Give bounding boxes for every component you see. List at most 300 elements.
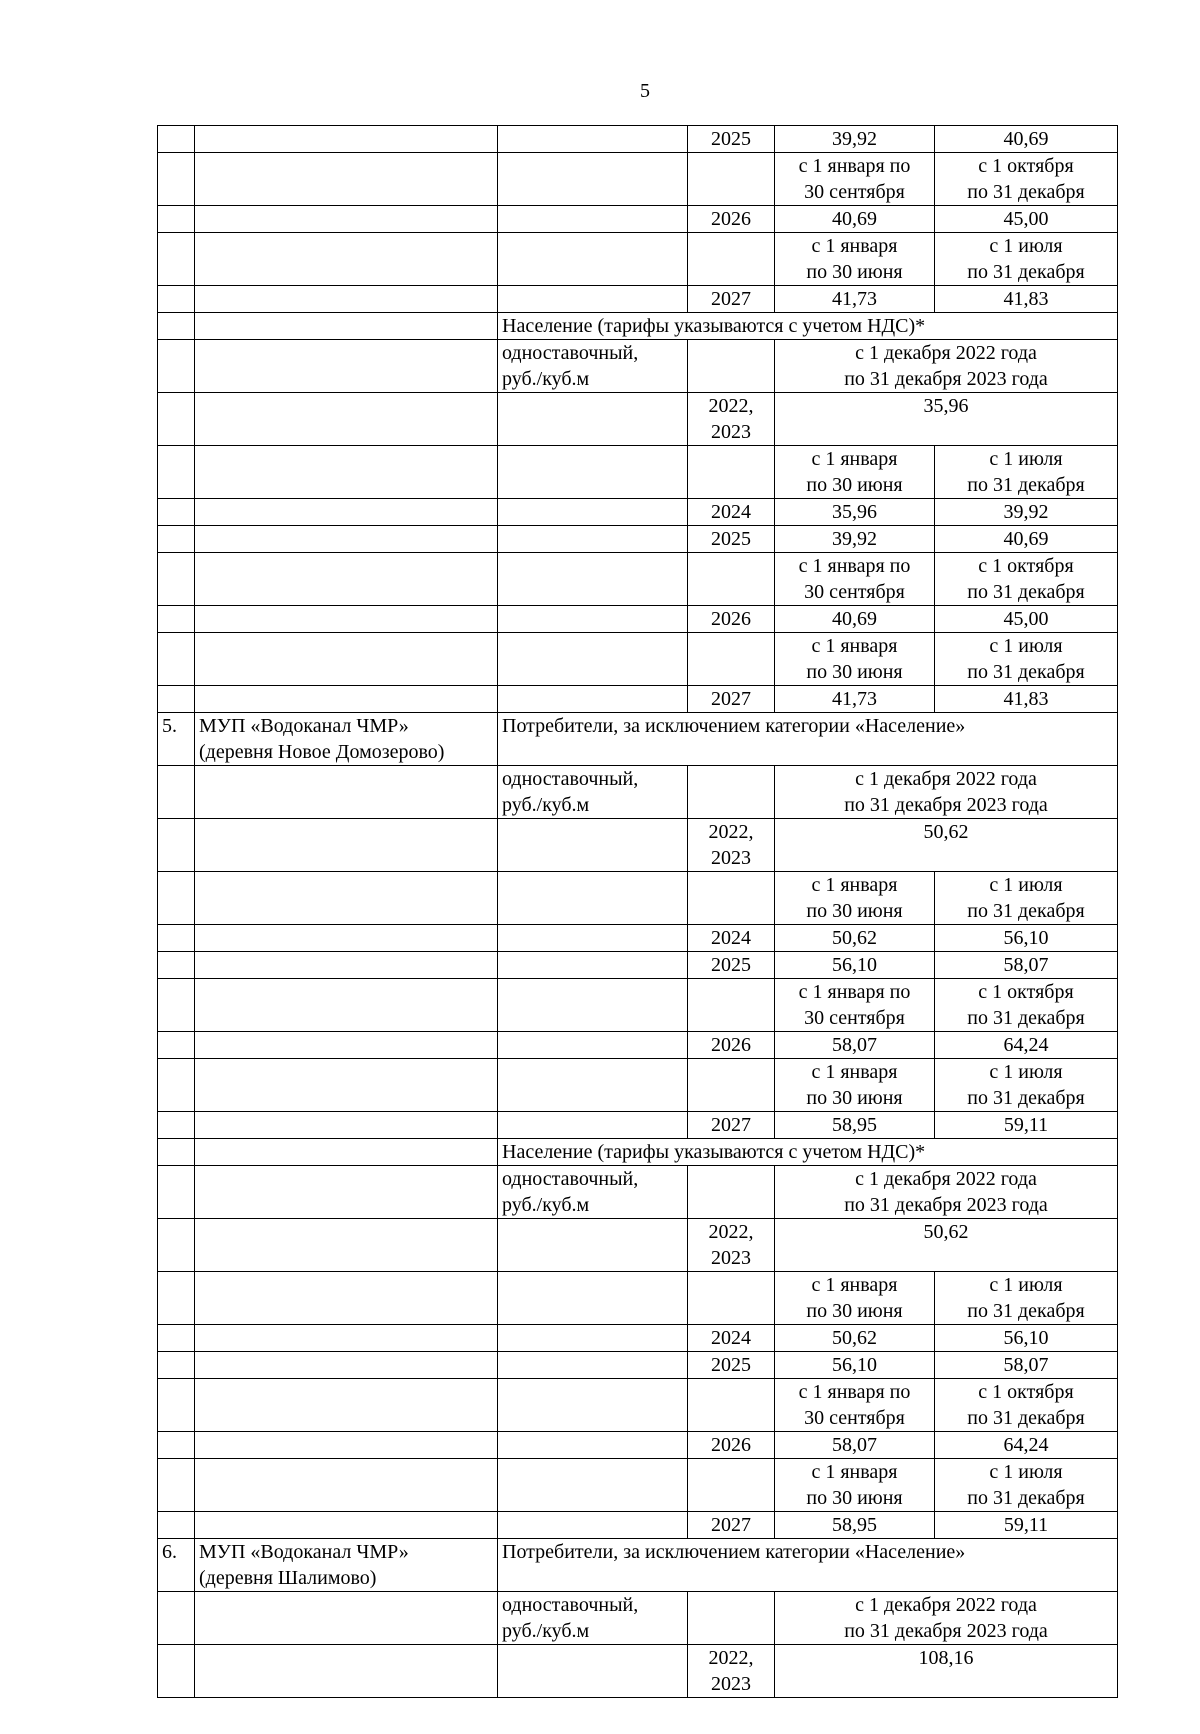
org-cell-cont: [195, 766, 498, 819]
table-row: [158, 1459, 1118, 1512]
year-cell-empty: [688, 633, 775, 686]
period-header-line: по 31 декабря: [967, 661, 1085, 683]
rate-label: [498, 1352, 688, 1379]
period-header: [775, 872, 935, 925]
rate-label: [498, 1032, 688, 1059]
tariff-table: [157, 125, 1118, 1698]
period-header-line: с 1 октября: [978, 555, 1074, 577]
price-cell: 41,83: [935, 286, 1118, 313]
num-cell-cont: [158, 526, 195, 553]
period-header: [935, 233, 1118, 286]
price-cell: 39,92: [935, 499, 1118, 526]
year-cell-empty: [688, 979, 775, 1032]
year-cell-line: 2023: [711, 847, 751, 869]
year-cell: 2026: [688, 206, 775, 233]
price-cell: 40,69: [775, 206, 935, 233]
price-cell: 108,16: [775, 1645, 1118, 1698]
year-cell: 2026: [688, 606, 775, 633]
year-cell: [688, 1219, 775, 1272]
num-cell-cont: [158, 1592, 195, 1645]
rate-label: [498, 446, 688, 499]
page-number: 5: [640, 80, 650, 102]
period-header-line: по 31 декабря 2023 года: [844, 1194, 1048, 1216]
num-cell-cont: [158, 925, 195, 952]
price-cell: 50,62: [775, 819, 1118, 872]
period-header-line: с 1 июля: [989, 1061, 1063, 1083]
org-cell-cont: [195, 979, 498, 1032]
table-row: [158, 952, 1118, 979]
period-header-line: по 31 декабря 2023 года: [844, 368, 1048, 390]
period-header-line: по 31 декабря: [967, 1407, 1085, 1429]
period-header-line: по 31 декабря: [967, 1087, 1085, 1109]
org-cell-cont: [195, 126, 498, 153]
price-cell: 50,62: [775, 925, 935, 952]
year-cell-line: 2023: [711, 421, 751, 443]
table-row: [158, 1112, 1118, 1139]
rate-label-line: руб./куб.м: [502, 1620, 590, 1642]
org-cell-cont: [195, 1459, 498, 1512]
num-cell-cont: [158, 499, 195, 526]
period-header-line: по 31 декабря: [967, 581, 1085, 603]
period-header: [935, 1059, 1118, 1112]
price-cell: 50,62: [775, 1325, 935, 1352]
price-cell: 35,96: [775, 393, 1118, 446]
table-row: [158, 1166, 1118, 1219]
organization-name-line: (деревня Шалимово): [199, 1567, 377, 1589]
table-row: [158, 766, 1118, 819]
period-header: [935, 1459, 1118, 1512]
num-cell-cont: [158, 1166, 195, 1219]
org-cell-cont: [195, 1112, 498, 1139]
org-cell-cont: [195, 526, 498, 553]
year-cell-empty: [688, 153, 775, 206]
year-cell: 2025: [688, 126, 775, 153]
table-row: [158, 1219, 1118, 1272]
organization-name: [195, 713, 498, 766]
period-header-line: с 1 декабря 2022 года: [855, 1168, 1037, 1190]
price-cell: 41,73: [775, 286, 935, 313]
num-cell-cont: [158, 1432, 195, 1459]
period-header-line: с 1 января: [811, 874, 898, 896]
rate-label: [498, 686, 688, 713]
period-header: [775, 1272, 935, 1325]
num-cell-cont: [158, 979, 195, 1032]
period-header-line: по 31 декабря: [967, 261, 1085, 283]
table-row: [158, 446, 1118, 499]
year-cell: [688, 1645, 775, 1698]
table-row: [158, 1352, 1118, 1379]
section-header: Потребители, за исключением категории «Население»: [498, 1539, 1118, 1592]
year-cell-line: 2022,: [708, 1221, 754, 1243]
year-cell-line: 2022,: [708, 1647, 754, 1669]
period-header-line: по 31 декабря 2023 года: [844, 794, 1048, 816]
rate-label: [498, 340, 688, 393]
org-cell-cont: [195, 819, 498, 872]
year-cell-empty: [688, 340, 775, 393]
section-header: Население (тарифы указываются с учетом НДС)*: [498, 1139, 1118, 1166]
rate-label: [498, 1459, 688, 1512]
rate-label-line: руб./куб.м: [502, 1194, 590, 1216]
num-cell-cont: [158, 313, 195, 340]
period-header-line: с 1 июля: [989, 448, 1063, 470]
org-cell-cont: [195, 1432, 498, 1459]
year-cell-line: 2023: [711, 1673, 751, 1695]
period-header-line: по 30 июня: [806, 661, 903, 683]
period-header-line: 30 сентября: [804, 581, 905, 603]
table-row: [158, 633, 1118, 686]
org-cell-cont: [195, 1592, 498, 1645]
price-cell: 58,07: [775, 1432, 935, 1459]
period-header: [775, 633, 935, 686]
label-cell-cont: [498, 286, 688, 313]
num-cell-cont: [158, 633, 195, 686]
year-cell-empty: [688, 233, 775, 286]
period-header-line: 30 сентября: [804, 1007, 905, 1029]
year-cell: 2027: [688, 686, 775, 713]
num-cell-cont: [158, 1112, 195, 1139]
table-row: [158, 126, 1118, 153]
period-header-line: по 30 июня: [806, 261, 903, 283]
table-row: [158, 1379, 1118, 1432]
period-header-line: по 31 декабря: [967, 900, 1085, 922]
period-header: [775, 153, 935, 206]
section-header: Население (тарифы указываются с учетом НДС)*: [498, 313, 1118, 340]
price-cell: 58,95: [775, 1512, 935, 1539]
period-header-line: с 1 октября: [978, 981, 1074, 1003]
rate-label: [498, 1272, 688, 1325]
year-cell-empty: [688, 1379, 775, 1432]
period-header-line: по 30 июня: [806, 474, 903, 496]
num-cell-cont: [158, 1379, 195, 1432]
period-header-line: с 1 января: [811, 448, 898, 470]
table-row: [158, 1325, 1118, 1352]
section-header: Потребители, за исключением категории «Население»: [498, 713, 1118, 766]
period-header: [935, 446, 1118, 499]
year-cell-empty: [688, 872, 775, 925]
org-cell-cont: [195, 633, 498, 686]
price-cell: 50,62: [775, 1219, 1118, 1272]
period-header-line: с 1 января: [811, 635, 898, 657]
org-cell-cont: [195, 1512, 498, 1539]
price-cell: 58,95: [775, 1112, 935, 1139]
num-cell-cont: [158, 286, 195, 313]
num-cell-cont: [158, 1352, 195, 1379]
year-cell: 2024: [688, 925, 775, 952]
year-cell: 2027: [688, 1512, 775, 1539]
period-header-line: по 30 июня: [806, 1300, 903, 1322]
period-header: [935, 1272, 1118, 1325]
table-row: [158, 1272, 1118, 1325]
num-cell-cont: [158, 952, 195, 979]
period-header-line: по 31 декабря 2023 года: [844, 1620, 1048, 1642]
num-cell-cont: [158, 1512, 195, 1539]
rate-label: [498, 633, 688, 686]
label-cell-cont: [498, 126, 688, 153]
year-cell-empty: [688, 446, 775, 499]
price-cell: 39,92: [775, 126, 935, 153]
label-cell-cont: [498, 233, 688, 286]
table-row: [158, 1139, 1118, 1166]
rate-label: [498, 872, 688, 925]
rate-label: [498, 1645, 688, 1698]
price-cell: 64,24: [935, 1032, 1118, 1059]
rate-label-line: руб./куб.м: [502, 368, 590, 390]
num-cell-cont: [158, 1459, 195, 1512]
period-header-line: с 1 июля: [989, 1274, 1063, 1296]
price-cell: 40,69: [935, 126, 1118, 153]
period-header-line: с 1 января по: [798, 155, 911, 177]
rate-label: [498, 925, 688, 952]
period-header: [775, 1592, 1118, 1645]
year-cell-empty: [688, 1592, 775, 1645]
table-row: [158, 340, 1118, 393]
period-header: [775, 340, 1118, 393]
price-cell: 45,00: [935, 206, 1118, 233]
org-cell-cont: [195, 1379, 498, 1432]
org-cell-cont: [195, 1325, 498, 1352]
table-row: [158, 606, 1118, 633]
num-cell-cont: [158, 446, 195, 499]
period-header: [935, 153, 1118, 206]
year-cell-empty: [688, 1272, 775, 1325]
year-cell: 2026: [688, 1032, 775, 1059]
org-cell-cont: [195, 153, 498, 206]
org-cell-cont: [195, 313, 498, 340]
period-header-line: с 1 января: [811, 1461, 898, 1483]
price-cell: 59,11: [935, 1512, 1118, 1539]
organization-name: [195, 1539, 498, 1592]
year-cell-empty: [688, 1166, 775, 1219]
period-header-line: с 1 декабря 2022 года: [855, 1594, 1037, 1616]
table-row: [158, 233, 1118, 286]
year-cell-line: 2022,: [708, 821, 754, 843]
price-cell: 58,07: [935, 1352, 1118, 1379]
rate-label: [498, 1592, 688, 1645]
table-row: [158, 1512, 1118, 1539]
num-cell-cont: [158, 819, 195, 872]
rate-label: [498, 499, 688, 526]
org-cell-cont: [195, 446, 498, 499]
year-cell: 2025: [688, 952, 775, 979]
period-header: [775, 1379, 935, 1432]
rate-label: [498, 1325, 688, 1352]
price-cell: 58,07: [775, 1032, 935, 1059]
num-cell-cont: [158, 1139, 195, 1166]
period-header-line: с 1 января: [811, 1061, 898, 1083]
price-cell: 64,24: [935, 1432, 1118, 1459]
rate-label: [498, 393, 688, 446]
rate-label: [498, 819, 688, 872]
period-header: [775, 446, 935, 499]
num-cell-cont: [158, 606, 195, 633]
period-header-line: 30 сентября: [804, 1407, 905, 1429]
table-row: [158, 153, 1118, 206]
year-cell-empty: [688, 1459, 775, 1512]
period-header-line: с 1 января: [811, 1274, 898, 1296]
label-cell-cont: [498, 206, 688, 233]
rate-label: [498, 766, 688, 819]
period-header-line: 30 сентября: [804, 181, 905, 203]
num-cell-cont: [158, 872, 195, 925]
num-cell-cont: [158, 153, 195, 206]
period-header: [935, 1379, 1118, 1432]
period-header: [775, 1059, 935, 1112]
table-row: [158, 925, 1118, 952]
period-header: [775, 1166, 1118, 1219]
price-cell: 56,10: [935, 925, 1118, 952]
org-cell-cont: [195, 1059, 498, 1112]
num-cell-cont: [158, 393, 195, 446]
year-cell: 2024: [688, 1325, 775, 1352]
price-cell: 35,96: [775, 499, 935, 526]
num-cell-cont: [158, 340, 195, 393]
table-row: [158, 1432, 1118, 1459]
year-cell: [688, 819, 775, 872]
rate-label-line: одноставочный,: [502, 1168, 639, 1190]
rate-label: [498, 526, 688, 553]
org-cell-cont: [195, 499, 498, 526]
year-cell: 2026: [688, 1432, 775, 1459]
period-header: [775, 979, 935, 1032]
num-cell-cont: [158, 1645, 195, 1698]
price-cell: 56,10: [775, 952, 935, 979]
period-header-line: с 1 декабря 2022 года: [855, 768, 1037, 790]
org-cell-cont: [195, 1219, 498, 1272]
rate-label-line: руб./куб.м: [502, 794, 590, 816]
period-header-line: по 30 июня: [806, 1487, 903, 1509]
table-row: [158, 286, 1118, 313]
period-header-line: с 1 января по: [798, 1381, 911, 1403]
year-cell: 2025: [688, 1352, 775, 1379]
label-cell-cont: [498, 153, 688, 206]
period-header-line: по 31 декабря: [967, 474, 1085, 496]
year-cell-empty: [688, 1059, 775, 1112]
org-cell-cont: [195, 1272, 498, 1325]
org-cell-cont: [195, 340, 498, 393]
price-cell: 56,10: [775, 1352, 935, 1379]
year-cell-line: 2022,: [708, 395, 754, 417]
table-row: [158, 1539, 1118, 1592]
table-row: [158, 872, 1118, 925]
rate-label: [498, 1379, 688, 1432]
period-header-line: с 1 июля: [989, 874, 1063, 896]
period-header-line: с 1 июля: [989, 235, 1063, 257]
org-cell-cont: [195, 925, 498, 952]
period-header: [935, 872, 1118, 925]
period-header-line: с 1 октября: [978, 155, 1074, 177]
num-cell-cont: [158, 206, 195, 233]
period-header-line: по 30 июня: [806, 900, 903, 922]
org-cell-cont: [195, 1166, 498, 1219]
period-header-line: с 1 января по: [798, 981, 911, 1003]
table-row: [158, 393, 1118, 446]
price-cell: 39,92: [775, 526, 935, 553]
price-cell: 41,73: [775, 686, 935, 713]
org-cell-cont: [195, 1032, 498, 1059]
row-number: 6.: [158, 1539, 195, 1592]
rate-label-line: одноставочный,: [502, 342, 639, 364]
table-row: [158, 1592, 1118, 1645]
price-cell: 56,10: [935, 1325, 1118, 1352]
period-header: [935, 633, 1118, 686]
num-cell-cont: [158, 766, 195, 819]
price-cell: 59,11: [935, 1112, 1118, 1139]
year-cell: [688, 393, 775, 446]
table-row: [158, 1032, 1118, 1059]
period-header-line: с 1 июля: [989, 1461, 1063, 1483]
org-cell-cont: [195, 952, 498, 979]
org-cell-cont: [195, 553, 498, 606]
period-header-line: по 31 декабря: [967, 1007, 1085, 1029]
period-header-line: по 31 декабря: [967, 181, 1085, 203]
num-cell-cont: [158, 686, 195, 713]
rate-label: [498, 1112, 688, 1139]
table-row: [158, 819, 1118, 872]
rate-label: [498, 952, 688, 979]
period-header: [935, 553, 1118, 606]
year-cell: 2024: [688, 499, 775, 526]
period-header-line: по 31 декабря: [967, 1300, 1085, 1322]
price-cell: 58,07: [935, 952, 1118, 979]
org-cell-cont: [195, 206, 498, 233]
org-cell-cont: [195, 606, 498, 633]
period-header-line: по 31 декабря: [967, 1487, 1085, 1509]
price-cell: 41,83: [935, 686, 1118, 713]
period-header: [775, 553, 935, 606]
rate-label: [498, 606, 688, 633]
num-cell-cont: [158, 1059, 195, 1112]
table-row: [158, 499, 1118, 526]
rate-label: [498, 1432, 688, 1459]
table-row: [158, 313, 1118, 340]
year-cell: 2027: [688, 286, 775, 313]
num-cell-cont: [158, 553, 195, 606]
num-cell-cont: [158, 233, 195, 286]
rate-label: [498, 1166, 688, 1219]
num-cell-cont: [158, 1032, 195, 1059]
org-cell-cont: [195, 286, 498, 313]
price-cell: 40,69: [775, 606, 935, 633]
table-row: [158, 526, 1118, 553]
rate-label-line: одноставочный,: [502, 1594, 639, 1616]
num-cell-cont: [158, 126, 195, 153]
num-cell-cont: [158, 1325, 195, 1352]
org-cell-cont: [195, 1352, 498, 1379]
organization-name-line: МУП «Водоканал ЧМР»: [199, 715, 409, 737]
table-row: [158, 713, 1118, 766]
price-cell: 40,69: [935, 526, 1118, 553]
rate-label: [498, 1219, 688, 1272]
rate-label-line: одноставочный,: [502, 768, 639, 790]
org-cell-cont: [195, 393, 498, 446]
period-header: [935, 979, 1118, 1032]
year-cell-empty: [688, 766, 775, 819]
table-row: [158, 553, 1118, 606]
row-number: 5.: [158, 713, 195, 766]
period-header-line: с 1 января: [811, 235, 898, 257]
table-row: [158, 206, 1118, 233]
period-header-line: с 1 декабря 2022 года: [855, 342, 1037, 364]
organization-name-line: МУП «Водоканал ЧМР»: [199, 1541, 409, 1563]
org-cell-cont: [195, 1139, 498, 1166]
rate-label: [498, 979, 688, 1032]
table-row: [158, 1645, 1118, 1698]
organization-name-line: (деревня Новое Домозерово): [199, 741, 445, 763]
year-cell: 2025: [688, 526, 775, 553]
num-cell-cont: [158, 1219, 195, 1272]
org-cell-cont: [195, 233, 498, 286]
price-cell: 45,00: [935, 606, 1118, 633]
